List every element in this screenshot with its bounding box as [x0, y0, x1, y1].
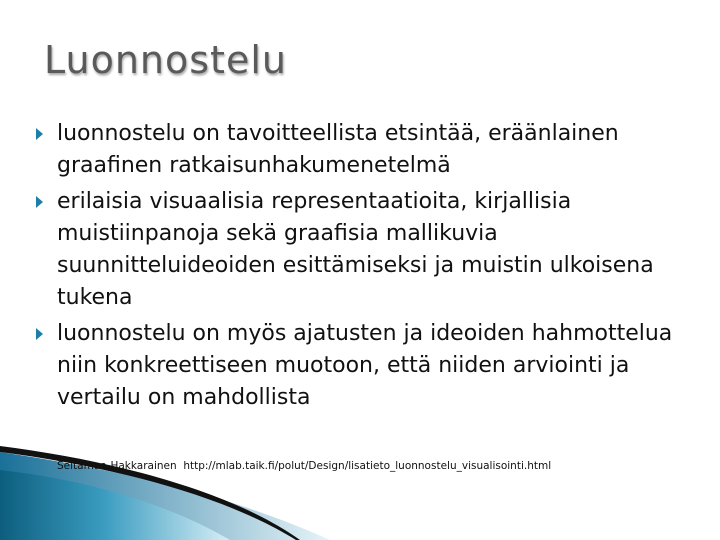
bullet-text: erilaisia visuaalisia representaatioita, kirjallisia muistiinpanoja sekä graafisia mallikuvia suunnitteluideoiden esittämiseksi ja muistin ulkoisena tukena	[57, 189, 654, 310]
source-citation: Seitamaa-Hakkarainen http://mlab.taik.fi/polut/Design/lisatieto_luonnostelu_visualisointi.html	[57, 460, 552, 472]
bullet-item	[36, 118, 706, 182]
triangle-bullet-icon	[36, 196, 43, 208]
triangle-bullet-icon	[36, 128, 43, 140]
triangle-bullet-icon	[36, 328, 43, 340]
bullet-list	[36, 118, 706, 418]
bullet-item	[36, 186, 706, 314]
bullet-text: luonnostelu on myös ajatusten ja ideoiden hahmottelua niin konkreettiseen muotoon, että niiden arviointi ja vertailu on mahdollista	[57, 321, 673, 410]
slide-title: Luonnostelu	[44, 38, 287, 82]
bullet-item	[36, 318, 706, 414]
bullet-text: luonnostelu on tavoitteellista etsintää, eräänlainen graafinen ratkaisunhakumenetelmä	[57, 121, 619, 178]
